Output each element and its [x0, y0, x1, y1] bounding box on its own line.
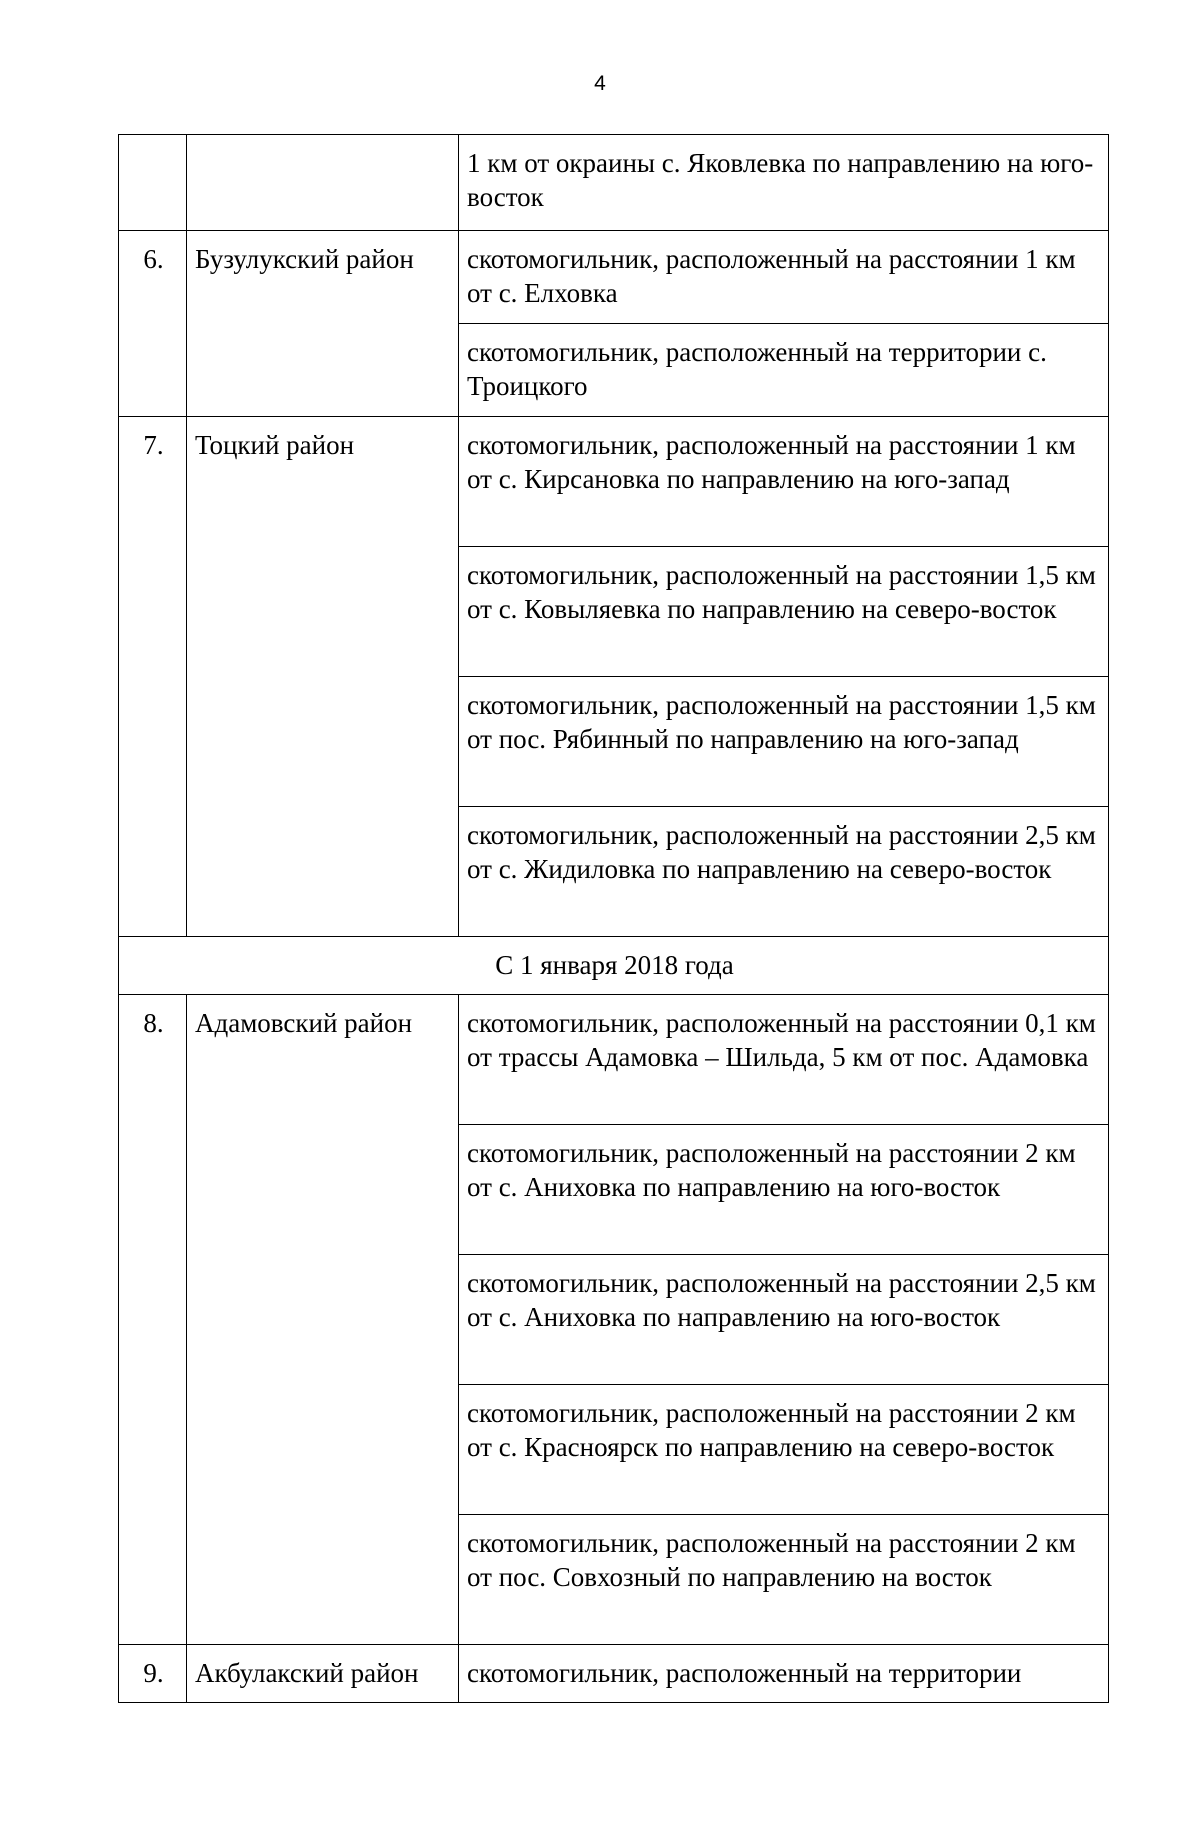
site-description: скотомогильник, расположенный на расстоянии 2 км от с. Красноярск по направлению на северо-восток [459, 1385, 1109, 1515]
site-description: скотомогильник, расположенный на расстоянии 2 км от с. Аниховка по направлению на юго-восток [459, 1125, 1109, 1255]
row-number-cell [119, 135, 187, 231]
burial-sites-table [118, 134, 1109, 1703]
section-heading: С 1 января 2018 года [119, 937, 1109, 995]
site-description: скотомогильник, расположенный на территории с. Троицкого [459, 324, 1109, 417]
district-cell [187, 135, 459, 231]
row-number: 7. [119, 417, 187, 937]
site-description: скотомогильник, расположенный на расстоянии 2 км от пос. Совхозный по направлению на восток [459, 1515, 1109, 1645]
site-description: скотомогильник, расположенный на расстоянии 2,5 км от с. Жидиловка по направлению на северо-восток [459, 807, 1109, 937]
site-description: скотомогильник, расположенный на расстоянии 1,5 км от с. Ковыляевка по направлению на северо-восток [459, 547, 1109, 677]
table-row [119, 1645, 1109, 1703]
district-name: Адамовский район [187, 995, 459, 1645]
district-name: Бузулукский район [187, 231, 459, 417]
site-description: скотомогильник, расположенный на расстоянии 1 км от с. Елховка [459, 231, 1109, 324]
site-description: скотомогильник, расположенный на расстоянии 2,5 км от с. Аниховка по направлению на юго-восток [459, 1255, 1109, 1385]
site-description: скотомогильник, расположенный на территории [459, 1645, 1109, 1703]
table-row [119, 231, 1109, 324]
site-description: скотомогильник, расположенный на расстоянии 1,5 км от пос. Рябинный по направлению на юго-запад [459, 677, 1109, 807]
page-number: 4 [594, 72, 606, 95]
row-number: 8. [119, 995, 187, 1645]
table-row [119, 417, 1109, 547]
table-row [119, 135, 1109, 231]
site-description: скотомогильник, расположенный на расстоянии 1 км от с. Кирсановка по направлению на юго-запад [459, 417, 1109, 547]
row-number: 6. [119, 231, 187, 417]
section-row [119, 937, 1109, 995]
row-number: 9. [119, 1645, 187, 1703]
site-description: 1 км от окраины с. Яковлевка по направлению на юго-восток [459, 135, 1109, 231]
site-description: скотомогильник, расположенный на расстоянии 0,1 км от трассы Адамовка – Шильда, 5 км от пос. Адамовка [459, 995, 1109, 1125]
table-row [119, 995, 1109, 1125]
district-name: Акбулакский район [187, 1645, 459, 1703]
district-name: Тоцкий район [187, 417, 459, 937]
